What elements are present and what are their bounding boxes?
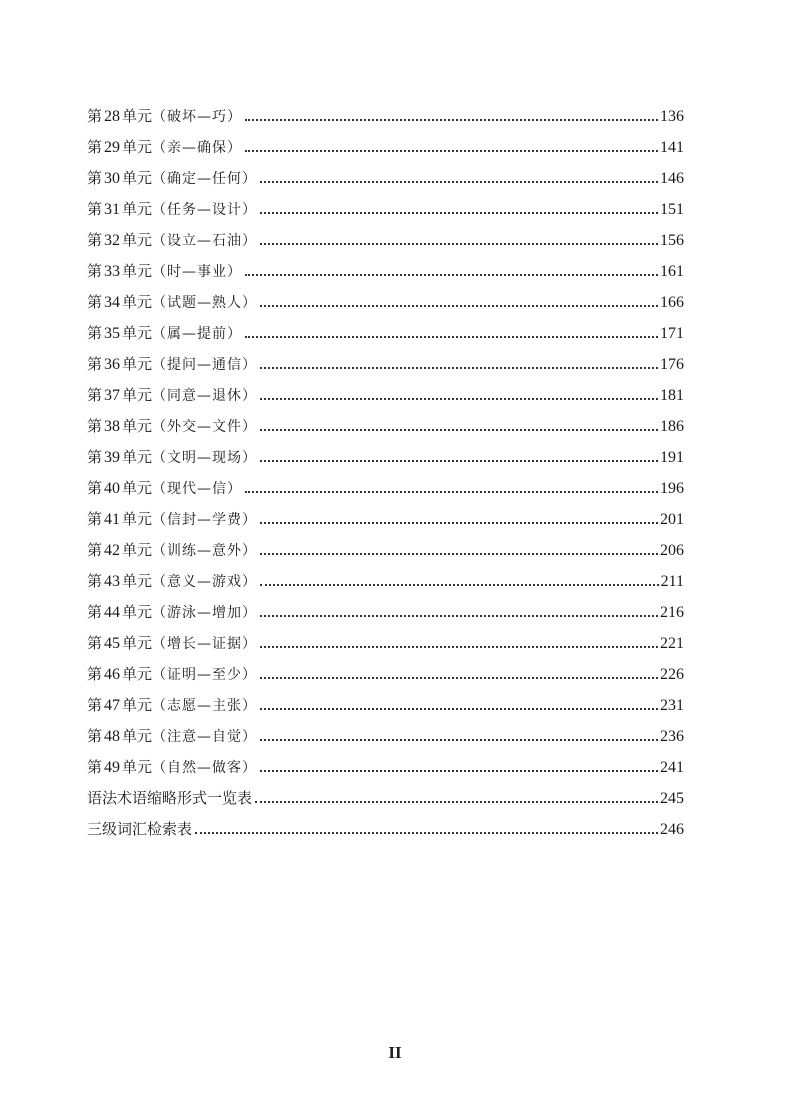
toc-entry-unit-39[interactable] (87, 445, 684, 476)
unit-prefix: 第 (87, 448, 103, 466)
toc-entry-label (87, 693, 257, 718)
toc-entry-label (87, 135, 242, 160)
unit-number: 36 (104, 356, 121, 373)
unit-word-range: （亲—确保） (152, 140, 243, 156)
unit-word-range: （破坏—巧） (152, 109, 243, 125)
toc-page-number: 246 (660, 821, 684, 838)
unit-number: 47 (104, 697, 121, 714)
unit-number: 37 (104, 387, 121, 404)
unit-suffix: 单元 (122, 138, 153, 156)
unit-suffix: 单元 (122, 262, 153, 280)
dot-leader (260, 398, 658, 400)
toc-entry-unit-45[interactable] (87, 631, 684, 662)
toc-entry-label (87, 383, 257, 408)
toc-entry-label (87, 166, 257, 191)
toc-entry-label (87, 569, 257, 594)
dot-leader (260, 305, 658, 307)
unit-suffix: 单元 (122, 479, 153, 497)
toc-page-number: 166 (660, 294, 684, 311)
unit-number: 28 (104, 108, 121, 125)
toc-page-number: 171 (660, 325, 684, 342)
dot-leader (195, 832, 658, 834)
unit-suffix: 单元 (122, 665, 153, 683)
toc-entry-label (87, 228, 257, 253)
toc-page-number: 151 (660, 201, 684, 218)
unit-word-range: （设立—石油） (152, 233, 258, 249)
toc-page-number: 211 (660, 573, 684, 590)
unit-number: 44 (104, 604, 121, 621)
unit-word-range: （同意—退休） (152, 388, 258, 404)
table-of-contents (87, 104, 684, 848)
unit-suffix: 单元 (122, 448, 153, 466)
toc-entry-unit-48[interactable] (87, 724, 684, 755)
unit-prefix: 第 (87, 417, 103, 435)
dot-leader (260, 739, 658, 741)
unit-prefix: 第 (87, 200, 103, 218)
dot-leader (260, 584, 659, 586)
toc-page-number: 226 (660, 666, 684, 683)
unit-prefix: 第 (87, 510, 103, 528)
dot-leader (260, 615, 658, 617)
unit-suffix: 单元 (122, 634, 153, 652)
toc-entry-label (87, 321, 242, 346)
unit-word-range: （证明—至少） (152, 667, 258, 683)
toc-entry-unit-43[interactable] (87, 569, 684, 600)
unit-word-range: （提问—通信） (152, 357, 258, 373)
unit-suffix: 单元 (122, 541, 153, 559)
toc-entry-unit-35[interactable] (87, 321, 684, 352)
dot-leader (255, 801, 658, 803)
toc-entry-unit-28[interactable] (87, 104, 684, 135)
unit-prefix: 第 (87, 386, 103, 404)
toc-entry-label (87, 507, 257, 532)
toc-entry-label (87, 724, 257, 749)
unit-number: 35 (104, 325, 121, 342)
unit-suffix: 单元 (122, 107, 153, 125)
dot-leader (260, 770, 658, 772)
toc-page-number: 216 (660, 604, 684, 621)
toc-entry-unit-33[interactable] (87, 259, 684, 290)
unit-suffix: 单元 (122, 510, 153, 528)
unit-prefix: 第 (87, 355, 103, 373)
dot-leader (245, 150, 658, 152)
toc-page-number: 136 (660, 108, 684, 125)
unit-suffix: 单元 (122, 696, 153, 714)
dot-leader (260, 522, 658, 524)
unit-word-range: （外交—文件） (152, 419, 258, 435)
unit-word-range: （文明—现场） (152, 450, 258, 466)
toc-entry-unit-40[interactable] (87, 476, 684, 507)
dot-leader (260, 212, 658, 214)
unit-prefix: 第 (87, 479, 103, 497)
toc-page-number: 141 (660, 139, 684, 156)
unit-suffix: 单元 (122, 355, 153, 373)
unit-prefix: 第 (87, 572, 103, 590)
unit-number: 46 (104, 666, 121, 683)
unit-suffix: 单元 (122, 169, 153, 187)
toc-entry-appendix-1[interactable] (87, 786, 684, 817)
toc-page-number: 156 (660, 232, 684, 249)
toc-entry-label (87, 476, 242, 501)
toc-entry-label (87, 290, 257, 315)
page-number: II (388, 1043, 402, 1062)
unit-word-range: （意义—游戏） (152, 574, 258, 590)
toc-entry-unit-49[interactable] (87, 755, 684, 786)
toc-page-number: 186 (660, 418, 684, 435)
unit-prefix: 第 (87, 634, 103, 652)
toc-entry-unit-30[interactable] (87, 166, 684, 197)
toc-entry-unit-41[interactable] (87, 507, 684, 538)
dot-leader (245, 491, 658, 493)
toc-entry-unit-37[interactable] (87, 383, 684, 414)
toc-entry-label (87, 662, 257, 687)
unit-suffix: 单元 (122, 324, 153, 342)
unit-number: 49 (104, 759, 121, 776)
toc-entry-label (87, 352, 257, 377)
toc-entry-unit-31[interactable] (87, 197, 684, 228)
unit-number: 45 (104, 635, 121, 652)
toc-entry-unit-38[interactable] (87, 414, 684, 445)
toc-page-number: 191 (660, 449, 684, 466)
unit-number: 43 (104, 573, 121, 590)
unit-number: 42 (104, 542, 121, 559)
dot-leader (260, 367, 658, 369)
dot-leader (245, 274, 658, 276)
toc-entry-unit-44[interactable] (87, 600, 684, 631)
dot-leader (260, 553, 658, 555)
toc-entry-label (87, 631, 257, 656)
dot-leader (245, 336, 658, 338)
toc-page-number: 221 (660, 635, 684, 652)
toc-page-number: 236 (660, 728, 684, 745)
toc-entry-label (87, 600, 257, 625)
unit-suffix: 单元 (122, 231, 153, 249)
unit-word-range: （自然—做客） (152, 760, 258, 776)
dot-leader (260, 429, 658, 431)
toc-page-number: 245 (660, 790, 684, 807)
unit-word-range: （信封—学费） (152, 512, 258, 528)
toc-entry-unit-29[interactable] (87, 135, 684, 166)
unit-word-range: （时—事业） (152, 264, 243, 280)
unit-number: 29 (104, 139, 121, 156)
dot-leader (260, 243, 658, 245)
unit-number: 30 (104, 170, 121, 187)
toc-entry-unit-36[interactable] (87, 352, 684, 383)
dot-leader (260, 708, 658, 710)
toc-page-number: 146 (660, 170, 684, 187)
unit-prefix: 第 (87, 293, 103, 311)
unit-number: 48 (104, 728, 121, 745)
unit-number: 33 (104, 263, 121, 280)
unit-word-range: （增长—证据） (152, 636, 258, 652)
unit-suffix: 单元 (122, 727, 153, 745)
toc-entry-unit-46[interactable] (87, 662, 684, 693)
unit-number: 40 (104, 480, 121, 497)
unit-number: 41 (104, 511, 121, 528)
unit-prefix: 第 (87, 231, 103, 249)
unit-word-range: （志愿—主张） (152, 698, 258, 714)
toc-entry-label: 语法术语缩略形式一览表 (87, 789, 253, 807)
toc-entry-label (87, 259, 242, 284)
unit-word-range: （属—提前） (152, 326, 243, 342)
unit-number: 39 (104, 449, 121, 466)
toc-entry-unit-47[interactable] (87, 693, 684, 724)
toc-entry-label (87, 197, 257, 222)
dot-leader (260, 646, 658, 648)
unit-prefix: 第 (87, 696, 103, 714)
toc-page-number: 181 (660, 387, 684, 404)
unit-word-range: （游泳—增加） (152, 605, 258, 621)
unit-prefix: 第 (87, 727, 103, 745)
unit-word-range: （确定—任何） (152, 171, 258, 187)
dot-leader (260, 181, 658, 183)
dot-leader (260, 677, 658, 679)
unit-prefix: 第 (87, 107, 103, 125)
toc-page-number: 196 (660, 480, 684, 497)
toc-entry-unit-32[interactable] (87, 228, 684, 259)
toc-page-number: 206 (660, 542, 684, 559)
toc-entry-unit-42[interactable] (87, 538, 684, 569)
unit-suffix: 单元 (122, 603, 153, 621)
unit-prefix: 第 (87, 169, 103, 187)
unit-word-range: （训练—意外） (152, 543, 258, 559)
unit-suffix: 单元 (122, 417, 153, 435)
unit-number: 38 (104, 418, 121, 435)
toc-entry-label (87, 538, 257, 563)
toc-entry-appendix-2[interactable] (87, 817, 684, 848)
dot-leader (245, 119, 658, 121)
unit-number: 32 (104, 232, 121, 249)
dot-leader (260, 460, 658, 462)
unit-suffix: 单元 (122, 758, 153, 776)
unit-prefix: 第 (87, 541, 103, 559)
toc-entry-label (87, 104, 242, 129)
unit-prefix: 第 (87, 138, 103, 156)
toc-entry-label (87, 445, 257, 470)
unit-prefix: 第 (87, 665, 103, 683)
unit-suffix: 单元 (122, 386, 153, 404)
toc-entry-label: 三级词汇检索表 (87, 820, 193, 838)
unit-word-range: （现代—信） (152, 481, 243, 497)
unit-word-range: （试题—熟人） (152, 295, 258, 311)
unit-number: 31 (104, 201, 121, 218)
unit-word-range: （任务—设计） (152, 202, 258, 218)
toc-page-number: 176 (660, 356, 684, 373)
toc-entry-label (87, 414, 257, 439)
toc-page-number: 231 (660, 697, 684, 714)
toc-entry-unit-34[interactable] (87, 290, 684, 321)
unit-number: 34 (104, 294, 121, 311)
unit-word-range: （注意—自觉） (152, 729, 258, 745)
toc-page-number: 241 (660, 759, 684, 776)
unit-suffix: 单元 (122, 293, 153, 311)
toc-page-number: 161 (660, 263, 684, 280)
unit-suffix: 单元 (122, 200, 153, 218)
unit-prefix: 第 (87, 758, 103, 776)
unit-prefix: 第 (87, 324, 103, 342)
unit-prefix: 第 (87, 603, 103, 621)
toc-page-number: 201 (660, 511, 684, 528)
toc-entry-label (87, 755, 257, 780)
unit-prefix: 第 (87, 262, 103, 280)
unit-suffix: 单元 (122, 572, 153, 590)
